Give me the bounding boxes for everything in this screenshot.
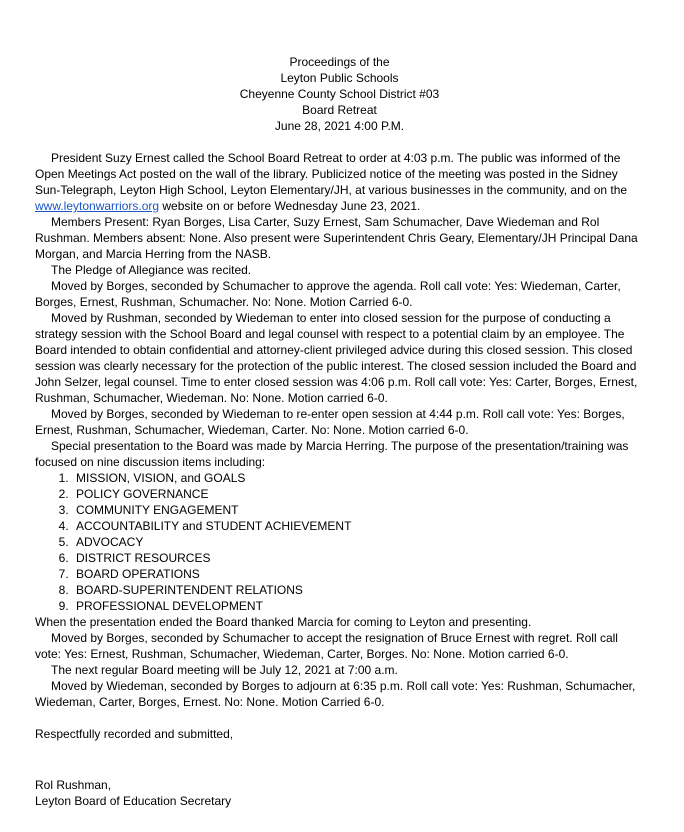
list-item: 2. POLICY GOVERNANCE [72, 486, 644, 502]
paragraph-pledge: The Pledge of Allegiance was recited. [51, 263, 252, 277]
list-item: 9. PROFESSIONAL DEVELOPMENT [72, 598, 644, 614]
list-item: 3. COMMUNITY ENGAGEMENT [72, 502, 644, 518]
header-line-school: Leyton Public Schools [280, 71, 399, 85]
header-line-date: June 28, 2021 4:00 P.M. [274, 119, 405, 133]
paragraph-agenda-motion: Moved by Borges, seconded by Schumacher to approve the agenda. Roll call vote: Yes: Wiedeman, Carter, Borges, Ernest, Rushman, Schumacher. No: None. Motion Carried 6-0. [35, 279, 621, 309]
list-item: 4. ACCOUNTABILITY and STUDENT ACHIEVEMENT [72, 518, 644, 534]
discussion-items-list [35, 470, 644, 614]
list-item: 1. MISSION, VISION, and GOALS [72, 470, 644, 486]
header-line-district: Cheyenne County School District #03 [239, 87, 440, 101]
paragraph-adjourn: Moved by Wiedeman, seconded by Borges to adjourn at 6:35 p.m. Roll call vote: Yes: Rushman, Schumacher, Wiedeman, Carter, Borges, Ernest. No: None. Motion Carried 6-0. [35, 679, 636, 709]
document-header [35, 54, 644, 134]
signature-block [35, 777, 644, 809]
list-item: 5. ADVOCACY [72, 534, 644, 550]
paragraph-next-meeting: The next regular Board meeting will be July 12, 2021 at 7:00 a.m. [51, 663, 398, 677]
paragraph-closed-session: Moved by Rushman, seconded by Wiedeman to enter into closed session for the purpose of conducting a strategy session with the School Board and legal counsel with respect to a potential claim by an employee. The Board intended to obtain confidential and attorney-client privileged advice during this closed session. This closed session was clearly necessary for the protection of the public interest. The closed session included the Board and John Selzer, legal counsel. Time to enter closed session was 4:06 p.m. Roll call vote: Yes: Carter, Borges, Ernest, Rushman, Schumacher, Wiedeman. No: None. Motion carried 6-0. [35, 311, 638, 405]
paragraph-members: Members Present: Ryan Borges, Lisa Carter, Suzy Ernest, Sam Schumacher, Dave Wiedeman and Rol Rushman. Members absent: None. Also present were Superintendent Chris Geary, Elementary/JH Principal Dana Morgan, and Marcia Herring from the NASB. [35, 215, 638, 261]
signature-name: Rol Rushman, [35, 778, 112, 792]
call-to-order-text-end: website on or before Wednesday June 23, 2021. [159, 199, 421, 213]
paragraph-resignation: Moved by Borges, seconded by Schumacher to accept the resignation of Bruce Ernest with regret. Roll call vote: Yes: Ernest, Rushman, Schumacher, Wiedeman, Carter, Borges. No: None. Motion carried 6-0. [35, 631, 618, 661]
website-link[interactable]: www.leytonwarriors.org [35, 199, 160, 213]
paragraph-call-to-order [35, 150, 644, 214]
header-line-meeting-type: Board Retreat [302, 103, 377, 117]
list-item: 8. BOARD-SUPERINTENDENT RELATIONS [72, 582, 644, 598]
closing-line: Respectfully recorded and submitted, [35, 727, 234, 741]
list-item: 7. BOARD OPERATIONS [72, 566, 644, 582]
call-to-order-text: President Suzy Ernest called the School Board Retreat to order at 4:03 p.m. The public was informed of the Open Meetings Act posted on the wall of the library. Publicized notice of the meeting was posted in the Sidney Sun-Telegraph, Leyton High School, Leyton Elementary/JH, at various businesses in the community, and on the [35, 151, 628, 197]
list-item: 6. DISTRICT RESOURCES [72, 550, 644, 566]
paragraph-open-session: Moved by Borges, seconded by Wiedeman to re-enter open session at 4:44 p.m. Roll call vote: Yes: Borges, Ernest, Rushman, Schumacher, Wiedeman, Carter. No: None. Motion carried 6-0. [35, 407, 625, 437]
signature-title: Leyton Board of Education Secretary [35, 794, 232, 808]
paragraph-presentation: Special presentation to the Board was made by Marcia Herring. The purpose of the presentation/training was focused on nine discussion items including: [35, 439, 629, 469]
header-line-proceedings: Proceedings of the [289, 55, 390, 69]
paragraph-presentation-end: When the presentation ended the Board thanked Marcia for coming to Leyton and presenting. [35, 615, 532, 629]
